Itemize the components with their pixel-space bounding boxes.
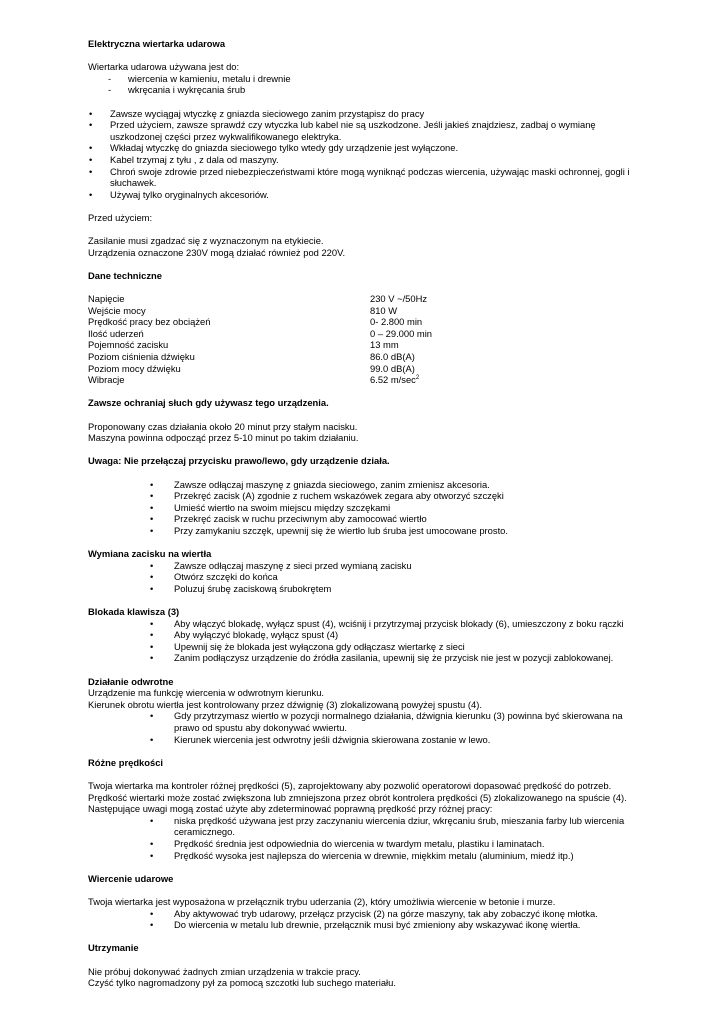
spec-value: 230 V ~/50Hz — [370, 293, 428, 305]
impact-paragraph: Twoja wiertarka jest wyposażona w przełącznik trybu uderzania (2), który umożliwia wiercenie w betonie i murze. — [88, 895, 556, 907]
list-item: • Aby włączyć blokadę, wyłącz spust (4), wciśnij i przytrzymaj przycisk blokady (6), umieszczony z boku rączki — [88, 618, 648, 630]
before-use-label: Przed użyciem: — [88, 211, 153, 223]
spec-value: 13 mm — [370, 339, 399, 351]
list-item: • Przed użyciem, zawsze sprawdź czy wtyczka lub kabel nie są uszkodzone. Jeśli jakieś znajdziesz, zadbaj o wymianę uszkodzonej części przez wykwalifikowanego elektryka. — [88, 119, 648, 142]
maintenance-line: Czyść tylko nagromadzony pył za pomocą szczotki lub suchego materiału. — [88, 977, 396, 989]
speeds-paragraph: Następujące uwagi mogą zostać użyte aby zdeterminować poprawną prędkość przy różnej pracy: — [88, 803, 493, 815]
list-item: • Przekręć zacisk w ruchu przeciwnym aby zamocować wiertło — [88, 513, 648, 525]
list-item: • Aby aktywować tryb udarowy, przełącz przycisk (2) na górze maszyny, tak aby zobaczyć ikonę młotka. — [88, 908, 648, 920]
speeds-list — [88, 815, 648, 861]
spec-label: Wejście mocy — [88, 304, 146, 316]
list-item: • Wkładaj wtyczkę do gniazda sieciowego tylko wtedy gdy urządzenie jest wyłączone. — [88, 142, 648, 154]
list-item: • Do wiercenia w metalu lub drewnie, przełącznik musi być zmieniony aby wskazywać ikonę wiertła. — [88, 919, 648, 931]
list-item: • niska prędkość używana jest przy zaczynaniu wiercenia dziur, wkręcaniu śrub, mieszania farby lub wiercenia ceramicznego. — [88, 815, 648, 838]
specs-table — [88, 293, 648, 386]
spec-row — [88, 363, 648, 375]
uses-list — [88, 73, 648, 96]
list-item: • Gdy przytrzymasz wiertło w pozycji normalnego działania, dźwignia kierunku (3) powinna być skierowana na prawo od spustu aby dokonywać wwiertu. — [88, 710, 648, 733]
impact-heading: Wiercenie udarowe — [88, 872, 174, 884]
spec-value: 810 W — [370, 304, 398, 316]
maintenance-heading: Utrzymanie — [88, 942, 139, 954]
list-item: • Umieść wiertło na swoim miejscu między szczękami — [88, 502, 648, 514]
list-item: • Zawsze wyciągaj wtyczkę z gniazda sieciowego zanim przystąpisz do pracy — [88, 108, 648, 120]
list-item: • Upewnij się że blokada jest wyłączona gdy odłączasz wiertarkę z sieci — [88, 641, 648, 653]
reverse-line: Urządzenie ma funkcję wiercenia w odwrotnym kierunku. — [88, 687, 325, 699]
spec-label: Wibracje — [88, 374, 125, 386]
list-item: • Chroń swoje zdrowie przed niebezpieczeństwami które mogą wyniknąć podczas wiercenia, używając maski ochronnej, gogli i słuchawek. — [88, 166, 648, 189]
list-item: • Zawsze odłączaj maszynę z gniazda sieciowego, zanim zmienisz akcesoria. — [88, 479, 648, 491]
document-page — [88, 38, 648, 989]
list-item: • Prędkość średnia jest odpowiednia do wiercenia w twardym metalu, plastiku i laminatach. — [88, 838, 648, 850]
spec-value: 99.0 dB(A) — [370, 362, 415, 374]
spec-label: Pojemność zacisku — [88, 339, 169, 351]
before-use-line: Urządzenia oznaczone 230V mogą działać również pod 220V. — [88, 246, 346, 258]
vibration-value: 6.52 m/sec — [370, 374, 416, 386]
spec-row — [88, 305, 648, 317]
hearing-warning: Zawsze ochraniaj słuch gdy używasz tego urządzenia. — [88, 397, 329, 409]
spec-value: 0- 2.800 min — [370, 316, 423, 328]
list-item: - wiercenia w kamieniu, metalu i drewnie — [88, 73, 648, 85]
spec-label: Prędkość pracy bez obciążeń — [88, 316, 211, 328]
lock-list — [88, 618, 648, 664]
spec-value: 0 – 29.000 min — [370, 327, 433, 339]
spec-label: Napięcie — [88, 293, 125, 305]
list-item: • Otwórz szczęki do końca — [88, 571, 648, 583]
list-item: • Kabel trzymaj z tyłu , z dala od maszyny. — [88, 154, 648, 166]
impact-list — [88, 908, 648, 931]
safety-list — [88, 108, 648, 201]
chuck-list — [88, 560, 648, 595]
spec-label: Poziom ciśnienia dźwięku — [88, 351, 195, 363]
reverse-line: Kierunek obrotu wiertła jest kontrolowany przez dźwignię (3) zlokalizowaną powyżej spustu (4). — [88, 698, 482, 710]
spec-row — [88, 328, 648, 340]
reverse-list — [88, 710, 648, 745]
document-title: Elektryczna wiertarka udarowa — [88, 38, 226, 49]
lock-heading: Blokada klawisza (3) — [88, 606, 180, 618]
spec-row — [88, 339, 648, 351]
operating-line: Maszyna powinna odpocząć przez 5-10 minut po takim działaniu. — [88, 432, 359, 444]
speeds-paragraph: Twoja wiertarka ma kontroler różnej prędkości (5), zaprojektowany aby pozwolić operatorowi dopasować prędkość do potrzeb. — [88, 780, 612, 791]
spec-row — [88, 293, 648, 305]
vibration-exponent: 2 — [415, 375, 420, 382]
list-item: • Używaj tylko oryginalnych akcesoriów. — [88, 189, 648, 201]
spec-value — [370, 374, 419, 386]
spec-row — [88, 374, 648, 386]
spec-row — [88, 316, 648, 328]
list-item: • Poluzuj śrubę zaciskową śrubokrętem — [88, 583, 648, 595]
list-item: • Prędkość wysoka jest najlepsza do wiercenia w drewnie, miękkim metalu (aluminium, miedź itp.) — [88, 850, 648, 862]
chuck-heading: Wymiana zacisku na wiertła — [88, 548, 212, 560]
list-item: • Przekręć zacisk (A) zgodnie z ruchem wskazówek zegara aby otworzyć szczęki — [88, 490, 648, 502]
spec-row — [88, 351, 648, 363]
list-item: • Zawsze odłączaj maszynę z sieci przed wymianą zacisku — [88, 560, 648, 572]
spec-label: Poziom mocy dźwięku — [88, 362, 181, 374]
reverse-heading: Działanie odwrotne — [88, 675, 174, 687]
speeds-heading: Różne prędkości — [88, 756, 164, 768]
warning-list — [88, 479, 648, 537]
operating-line: Proponowany czas działania około 20 minut przy stałym nacisku. — [88, 420, 358, 432]
list-item: • Kierunek wiercenia jest odwrotny jeśli dźwignia skierowana zostanie w lewo. — [88, 734, 648, 746]
specs-heading: Dane techniczne — [88, 269, 162, 281]
before-use-line: Zasilanie musi zgadzać się z wyznaczonym na etykiecie. — [88, 235, 324, 247]
speeds-paragraph: Prędkość wiertarki może zostać zwiększona lub zmniejszona przez obrót kontrolera prędkości (5) zlokalizowanego na spuście (4). — [88, 791, 627, 803]
spec-label: Ilość uderzeń — [88, 327, 144, 339]
maintenance-line: Nie próbuj dokonywać żadnych zmian urządzenia w trakcie pracy. — [88, 965, 361, 977]
intro-lead: Wiertarka udarowa używana jest do: — [88, 61, 240, 73]
spec-value: 86.0 dB(A) — [370, 351, 415, 363]
warning-heading: Uwaga: Nie przełączaj przycisku prawo/lewo, gdy urządzenie działa. — [88, 455, 390, 467]
list-item: • Zanim podłączysz urządzenie do źródła zasilania, upewnij się że przycisk nie jest w pozycji zablokowanej. — [88, 652, 648, 664]
list-item: • Aby wyłączyć blokadę, wyłącz spust (4) — [88, 629, 648, 641]
list-item: - wkręcania i wykręcania śrub — [88, 84, 648, 96]
list-item: • Przy zamykaniu szczęk, upewnij się że wiertło lub śruba jest umocowane prosto. — [88, 525, 648, 537]
